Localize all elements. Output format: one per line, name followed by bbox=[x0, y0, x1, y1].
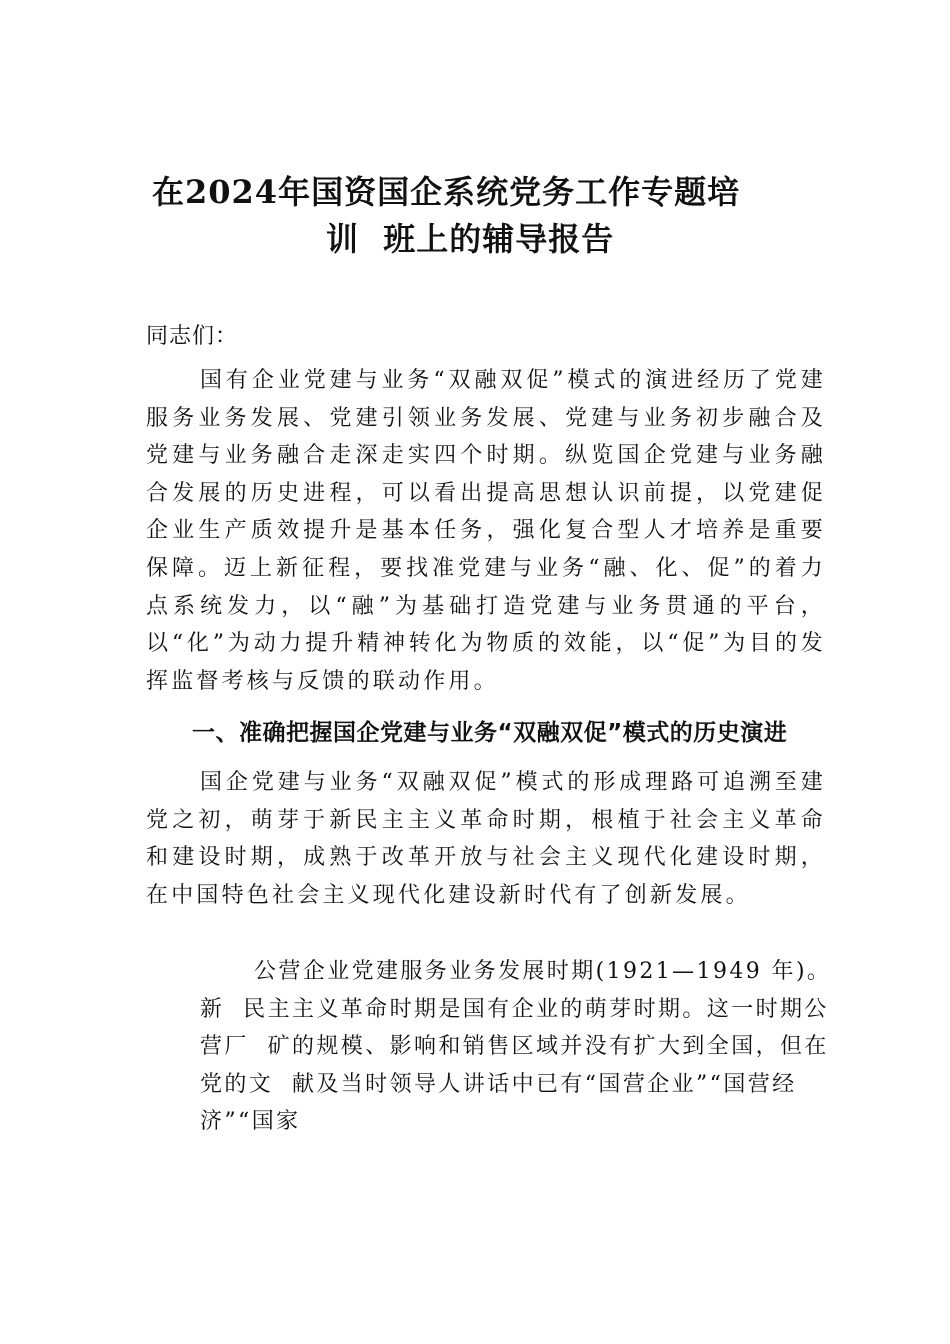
paragraph-line: 公营企业党建服务业务发展时期(1921—1949 年)。 bbox=[254, 959, 832, 984]
paragraph-history-overview: 国企党建与业务“双融双促”模式的形成理路可追溯至建党之初，萌芽于新民主主义革命时期，根植于社会主义革命和建设时期，成熟于改革开放与社会主义现代化建设时期，在中国特色社会主义现代化建设新时代有了创新发展。 bbox=[146, 770, 826, 908]
document-title-line-1: 在2024年国资国企系统党务工作专题培 bbox=[152, 173, 741, 211]
paragraph-line: 营厂 矿的规模、影响和销售区域并没有扩大到全国，但在 bbox=[200, 1034, 829, 1060]
paragraph-line: 党的文 献及当时领导人讲话中已有“国营企业”“国营经 bbox=[200, 1071, 797, 1097]
paragraph-intro: 国有企业党建与业务“双融双促”模式的演进经历了党建服务业务发展、党建引领业务发展、党建与业务初步融合及党建与业务融合走深走实四个时期。纵览国企党建与业务融合发展的历史进程，可以看出提高思想认识前提，以党建促企业生产质效提升是基本任务，强化复合型人才培养是重要保障。迈上新征程，要找准党建与业务“融、化、促”的着力点系统发力，以“融”为基础打造党建与业务贯通的平台，以“化”为动力提升精神转化为物质的效能，以“促”为目的发挥监督考核与反馈的联动作用。 bbox=[146, 368, 826, 694]
paragraph-line: 济”“国家 bbox=[200, 1109, 301, 1135]
paragraph-line: 新 民主主义革命时期是国有企业的萌芽时期。这一时期公 bbox=[200, 996, 829, 1022]
document-title-line-2: 训 班上的辅导报告 bbox=[326, 220, 615, 258]
section-heading-1: 一、准确把握国企党建与业务“双融双促”模式的历史演进 bbox=[192, 720, 788, 746]
salutation: 同志们： bbox=[146, 324, 239, 349]
paragraph-first-period bbox=[146, 953, 832, 1141]
